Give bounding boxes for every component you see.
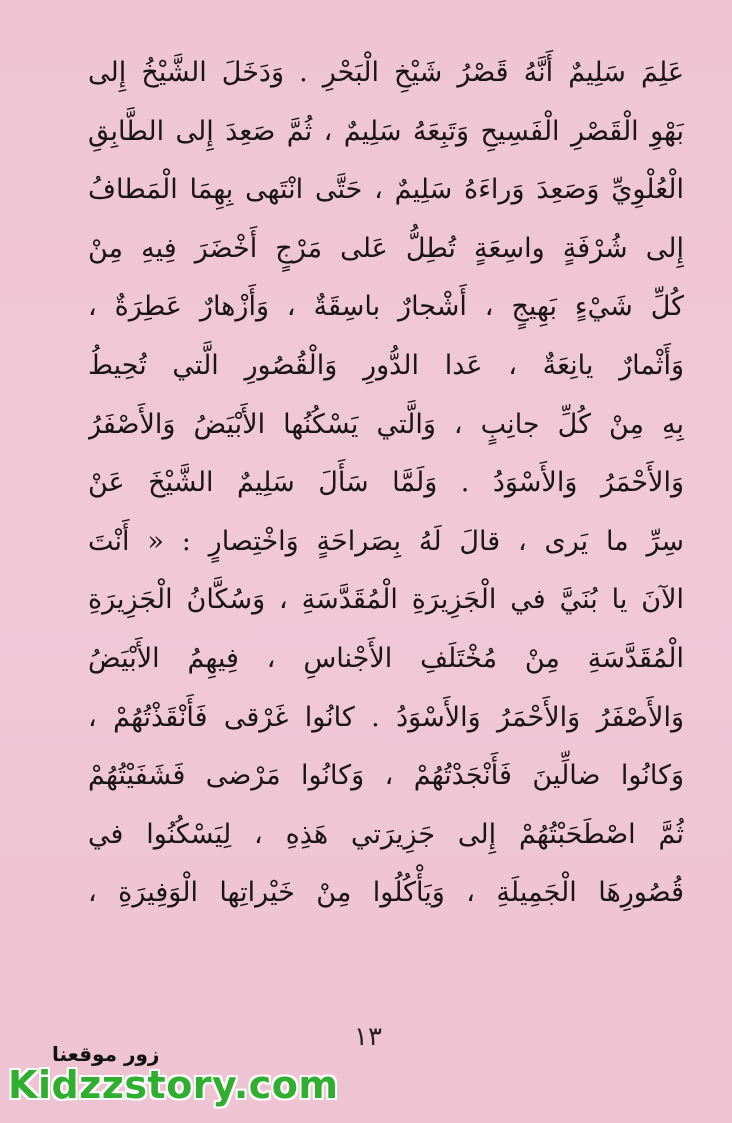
text-line-12: وَالأَصْفَرُ وَالأَحْمَرُ وَالأَسْوَدُ . كانُوا غَرْقى فَأَنْقَذْتُهُمْ ، — [88, 701, 684, 733]
text-line-5: كُلِّ شَيْءٍ بَهِيجٍ ، أَشْجارٌ باسِقَةٌ ، وَأَزْهارٌ عَطِرَةٌ ، — [88, 291, 684, 323]
text-line-8: وَالأَحْمَرُ وَالأَسْوَدُ . وَلَمَّا سَأَلَ سَلِيمٌ الشَّيْخَ عَنْ — [88, 467, 684, 499]
text-line-15: قُصُورِهَا الْجَمِيلَةِ ، وَيَأْكُلُوا مِنْ خَيْراتِها الْوَفِيرَةِ ، — [88, 877, 684, 909]
watermark-caption: زور موقعنا — [52, 1042, 160, 1066]
text-line-1: عَلِمَ سَلِيمٌ أَنَّهُ قَصْرُ شَيْخِ الْبَحْرِ . وَدَخَلَ الشَّيْخُ إِلى — [88, 57, 684, 88]
story-text-block — [88, 44, 684, 923]
text-line-9: سِرِّ ما يَرى ، قالَ لَهُ بِصَراحَةٍ وَاخْتِصارٍ : « أَنْتَ — [88, 525, 684, 557]
text-line-14: ثُمَّ اصْطَحَبْتُهُمْ إِلى جَزِيرَتي هَذِهِ ، لِيَسْكُنُوا في — [88, 818, 684, 850]
text-line-11: الْمُقَدَّسَةِ مِنْ مُخْتَلَفِ الأَجْناسِ ، فِيهِمُ الأَبْيَضُ — [88, 642, 684, 674]
text-line-13: وَكانُوا ضالِّينَ فَأَنْجَدْتُهُمْ ، وَكانُوا مَرْضى فَشَفَيْتُهُمْ — [88, 760, 684, 792]
text-line-10: الآنَ يا بُنَيَّ في الْجَزِيرَةِ الْمُقَدَّسَةِ ، وَسُكَّانُ الْجَزِيرَةِ — [88, 584, 684, 616]
page-number: ١٣ — [354, 1022, 382, 1052]
text-line-6: وَأَثْمارٌ يانِعَةٌ ، عَدا الدُّورِ وَالْقُصُورِ الَّتي تُحِيطُ — [88, 349, 684, 381]
text-line-3: الْعُلْوِيِّ وَصَعِدَ وَراءَهُ سَلِيمٌ ، حَتَّى انْتَهى بِهِمَا الْمَطافُ — [88, 174, 684, 206]
text-line-4: إِلى شُرْفَةٍ واسِعَةٍ تُطِلُّ عَلى مَرْجٍ أَخْضَرَ فِيهِ مِنْ — [88, 232, 684, 264]
watermark-site-logo: Kidzzstory.com — [8, 1063, 339, 1107]
text-line-2: بَهْوِ الْقَصْرِ الْفَسِيحِ وَتَبِعَهُ سَلِيمٌ ، ثُمَّ صَعِدَ إِلى الطَّابِقِ — [88, 115, 684, 147]
text-line-7: بِهِ مِنْ كُلِّ جانِبٍ ، وَالَّتي يَسْكُنُها الأَبْيَضُ وَالأَصْفَرُ — [88, 408, 684, 440]
